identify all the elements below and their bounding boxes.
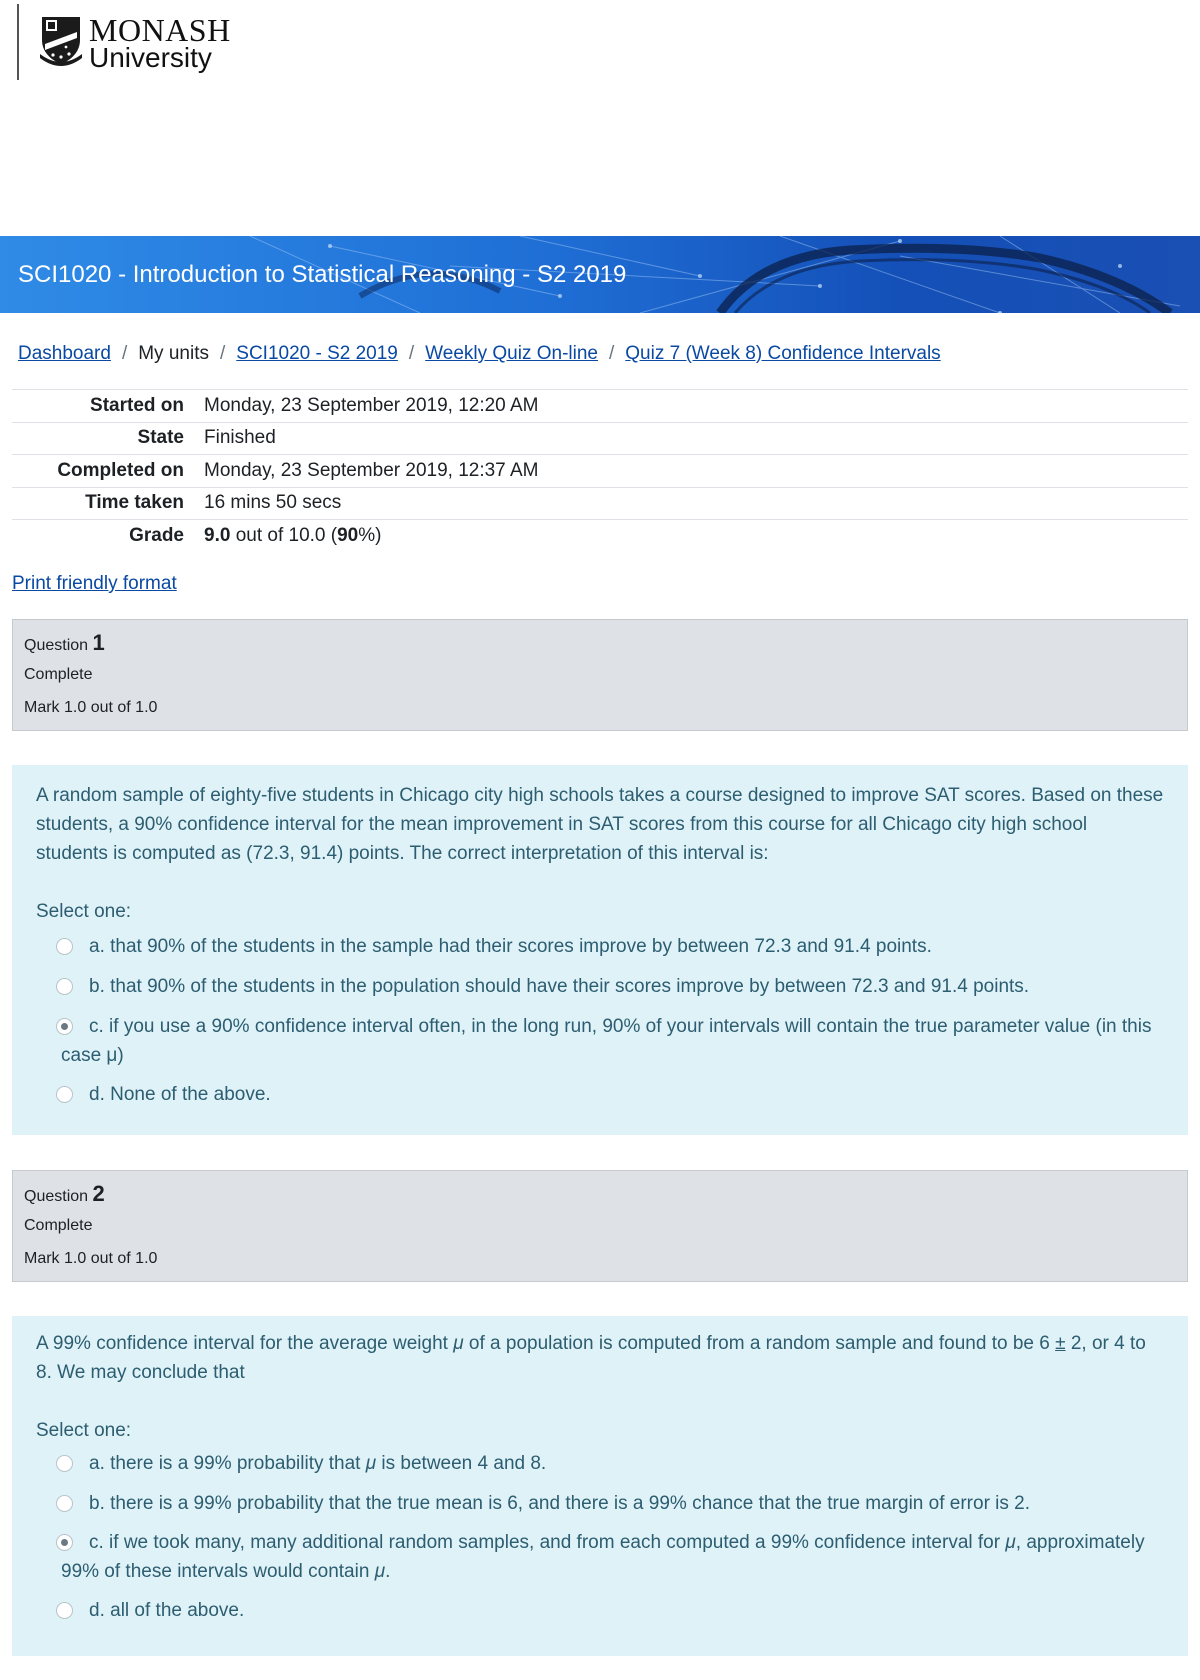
- radio-button[interactable]: [56, 938, 73, 955]
- breadcrumb-dashboard[interactable]: Dashboard: [18, 343, 111, 364]
- university-logo[interactable]: [17, 4, 231, 80]
- answer-option-b[interactable]: [36, 1489, 1164, 1518]
- breadcrumb-unit[interactable]: SCI1020 - S2 2019: [236, 343, 398, 364]
- answer-option-a[interactable]: [36, 932, 1164, 961]
- question-2-content: [12, 1316, 1188, 1656]
- grade-label: Grade: [129, 525, 184, 546]
- started-label: Started on: [90, 394, 184, 416]
- answer-text[interactable]: [61, 1528, 1164, 1586]
- grade-suffix: %): [358, 525, 382, 546]
- question-mark: Mark 1.0 out of 1.0: [24, 1250, 158, 1267]
- started-value: Monday, 23 September 2019, 12:20 AM: [204, 394, 539, 416]
- answer-text[interactable]: d. all of the above.: [89, 1600, 245, 1621]
- answer-option-a[interactable]: [36, 1449, 1164, 1478]
- answer-option-c-selected[interactable]: [36, 1528, 1164, 1586]
- answer-text[interactable]: c. if you use a 90% confidence interval often, in the long run, 90% of your intervals will contain the true parameter value (in this case μ): [61, 1016, 1152, 1066]
- logo-monash: MONASH: [89, 12, 231, 48]
- breadcrumb: [18, 343, 941, 365]
- grade-score: 9.0: [204, 525, 231, 546]
- answer-text-part: , approximately 99% of these intervals would contain: [61, 1532, 1145, 1582]
- summary-row-grade: [12, 520, 1188, 553]
- grade-outof: out of 10.0 (: [230, 525, 338, 546]
- grade-value: [204, 520, 1188, 553]
- breadcrumb-quiz-7[interactable]: Quiz 7 (Week 8) Confidence Intervals: [625, 343, 941, 364]
- radio-button[interactable]: [56, 1086, 73, 1103]
- breadcrumb-weekly-quiz[interactable]: Weekly Quiz On-line: [425, 343, 598, 364]
- radio-button[interactable]: [56, 978, 73, 995]
- question-text-part: of a population is computed from a random sample and found to be 6: [463, 1333, 1056, 1354]
- question-text-part: A 99% confidence interval for the average weight: [36, 1333, 454, 1354]
- select-one-prompt: Select one:: [36, 901, 132, 922]
- answer-text-part: a. there is a 99% probability that: [89, 1453, 366, 1474]
- breadcrumb-separator: /: [609, 343, 615, 364]
- attempt-summary-table: [12, 389, 1188, 552]
- question-state: Complete: [24, 1217, 93, 1234]
- completed-label: Completed on: [57, 459, 184, 481]
- answer-text-part: is between 4 and 8.: [376, 1453, 547, 1474]
- answer-text[interactable]: d. None of the above.: [89, 1084, 271, 1105]
- logo-university: University: [89, 42, 212, 73]
- print-friendly-link[interactable]: Print friendly format: [12, 573, 177, 594]
- answer-option-c-selected[interactable]: [36, 1012, 1164, 1070]
- question-number: [24, 628, 1176, 658]
- question-text: [36, 1329, 1164, 1387]
- radio-button[interactable]: [56, 1602, 73, 1619]
- question-1-info: [12, 619, 1188, 731]
- answer-option-d[interactable]: [36, 1596, 1164, 1625]
- mu-symbol: μ: [365, 1453, 377, 1474]
- mu-symbol: μ: [453, 1333, 464, 1354]
- radio-button-selected[interactable]: [56, 1534, 73, 1551]
- answer-text[interactable]: b. that 90% of the students in the population should have their scores improve by between 72.3 and 91.4 points.: [89, 976, 1030, 997]
- state-value: Finished: [204, 427, 276, 449]
- time-value: 16 mins 50 secs: [204, 492, 342, 514]
- answer-text[interactable]: b. there is a 99% probability that the true mean is 6, and there is a 99% chance that the true margin of error is 2.: [89, 1493, 1031, 1514]
- crest-icon: [39, 14, 83, 66]
- radio-button-selected[interactable]: [56, 1018, 73, 1035]
- question-number-value: 2: [92, 1181, 105, 1206]
- question-text-part: 2, or 4 to 8. We may conclude that: [36, 1333, 1146, 1383]
- question-state: Complete: [24, 666, 93, 683]
- select-one-prompt: Select one:: [36, 1420, 132, 1441]
- radio-button[interactable]: [56, 1455, 73, 1472]
- breadcrumb-separator: /: [121, 343, 128, 364]
- answer-option-d[interactable]: [36, 1080, 1164, 1109]
- question-2-info: [12, 1170, 1188, 1282]
- question-number-value: 1: [92, 630, 105, 655]
- summary-row-time: [12, 487, 1188, 520]
- course-banner: [0, 236, 1200, 313]
- summary-row-started: [12, 390, 1188, 423]
- breadcrumb-separator: /: [219, 343, 226, 364]
- question-label: Question: [24, 1188, 89, 1205]
- mu-symbol: μ: [1005, 1532, 1016, 1553]
- question-1-content: [12, 765, 1188, 1135]
- breadcrumb-my-units: My units: [138, 343, 209, 364]
- question-text: A random sample of eighty-five students in Chicago city high schools takes a course designed to improve SAT scores. Based on these students, a 90% confidence interval for the mean improvement in SAT scores from this course for all Chicago city high school students is computed as (72.3, 91.4) points. The correct interpretation of this interval is:: [36, 785, 1164, 864]
- summary-row-completed: [12, 455, 1188, 488]
- answer-text-part: .: [385, 1561, 391, 1582]
- state-label: State: [137, 427, 184, 449]
- time-label: Time taken: [85, 492, 184, 514]
- completed-value: Monday, 23 September 2019, 12:37 AM: [204, 459, 539, 481]
- breadcrumb-separator: /: [408, 343, 415, 364]
- course-title: SCI1020 - Introduction to Statistical Reasoning - S2 2019: [18, 260, 627, 288]
- question-mark: Mark 1.0 out of 1.0: [24, 699, 158, 716]
- answer-text-part: c. if we took many, many additional random samples, and from each computed a 99% confidence interval for: [89, 1532, 1006, 1553]
- radio-button[interactable]: [56, 1495, 73, 1512]
- question-label: Question: [24, 637, 89, 654]
- plus-minus-symbol: ±: [1055, 1333, 1066, 1354]
- answer-text[interactable]: a. that 90% of the students in the sample had their scores improve by between 72.3 and 91.4 points.: [89, 936, 932, 957]
- question-number: [24, 1179, 1176, 1209]
- mu-symbol: μ: [374, 1561, 386, 1582]
- summary-row-state: [12, 422, 1188, 455]
- answer-text[interactable]: [89, 1449, 546, 1478]
- answer-option-b[interactable]: [36, 972, 1164, 1001]
- grade-percent: 90: [337, 525, 359, 546]
